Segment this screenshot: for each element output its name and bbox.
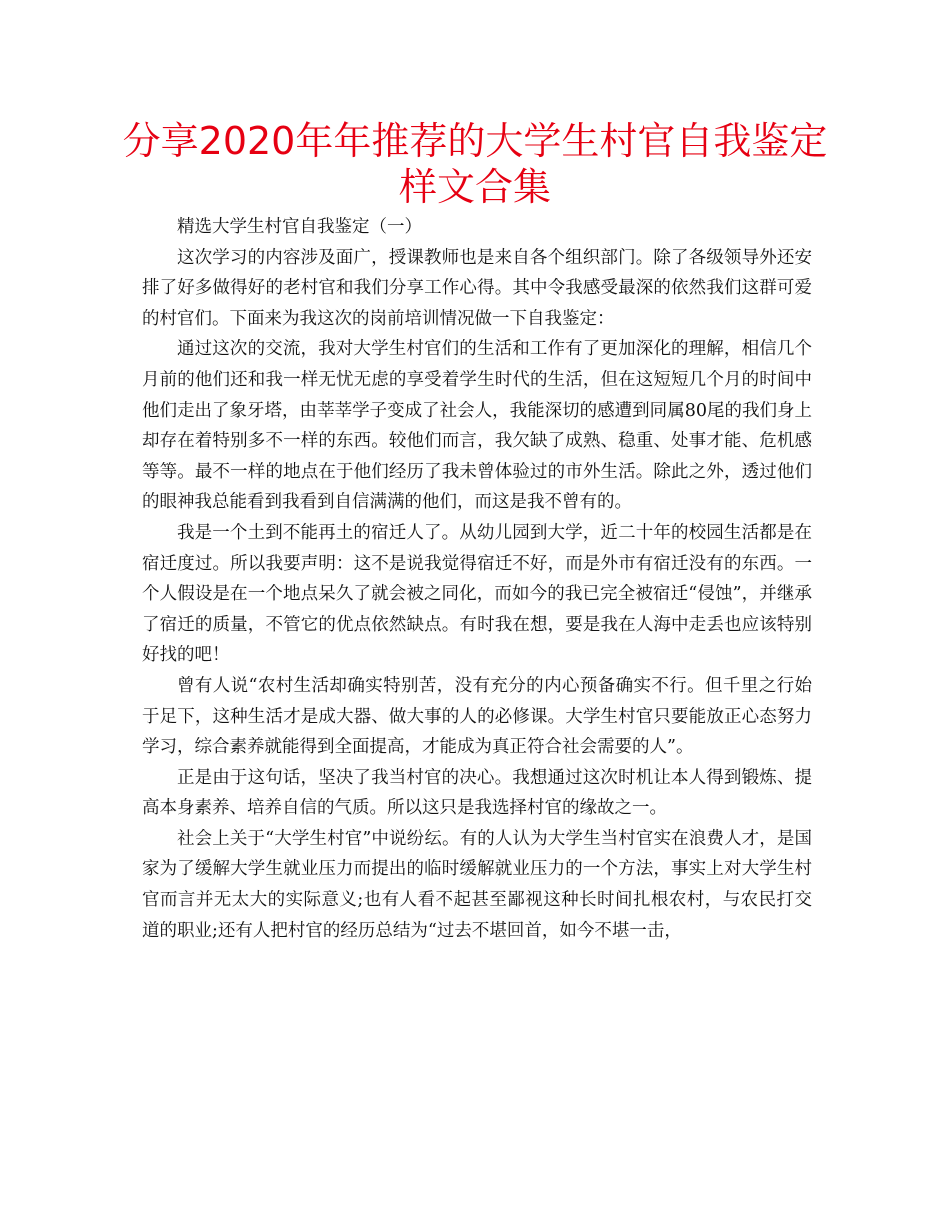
section-heading: 精选大学生村官自我鉴定（一） — [177, 217, 422, 237]
document-body — [142, 212, 812, 946]
paragraph: 这次学习的内容涉及面广，授课教师也是来自各个组织部门。除了各级领导外还安排了好多做得好的老村官和我们分享工作心得。其中令我感受最深的依然我们这群可爱的村官们。下面来为我这次的岗前培训情况做一下自我鉴定： — [142, 247, 812, 329]
paragraph: 曾有人说“农村生活却确实特别苦，没有充分的内心预备确实不行。但千里之行始于足下，这种生活才是成大器、做大事的人的必修课。大学生村官只要能放正心态努力学习，综合素养就能得到全面提高，才能成为真正符合社会需要的人”。 — [142, 675, 812, 758]
page-title: 分享2020年年推荐的大学生村官自我鉴定样文合集 — [122, 119, 828, 209]
paragraph: 正是由于这句话，坚决了我当村官的决心。我想通过这次时机让本人得到锻炼、提高本身素养、培养自信的气质。所以这只是我选择村官的缘故之一。 — [142, 767, 812, 819]
paragraph: 社会上关于“大学生村官”中说纷纭。有的人认为大学生当村官实在浪费人才，是国家为了缓解大学生就业压力而提出的临时缓解就业压力的一个方法，事实上对大学生村官而言并无太大的实际意义;也有人看不起甚至鄙视这种长时间扎根农村，与农民打交道的职业;还有人把村官的经历总结为“过去不堪回首，如今不堪一击， — [142, 828, 812, 941]
paragraph: 通过这次的交流，我对大学生村官们的生活和工作有了更加深化的理解，相信几个月前的他们还和我一样无忧无虑的享受着学生时代的生活，但在这短短几个月的时间中他们走出了象牙塔，由莘莘学子变成了社会人，我能深切的感遭到同属80尾的我们身上却存在着特别多不一样的东西。较他们而言，我欠缺了成熟、稳重、处事才能、危机感等等。最不一样的地点在于他们经历了我未曾体验过的市外生活。除此之外，透过他们的眼神我总能看到我看到自信满满的他们，而这是我不曾有的。 — [142, 339, 812, 513]
paragraph: 我是一个土到不能再土的宿迁人了。从幼儿园到大学，近二十年的校园生活都是在宿迁度过。所以我要声明：这不是说我觉得宿迁不好，而是外市有宿迁没有的东西。一个人假设是在一个地点呆久了就会被之同化，而如今的我已完全被宿迁“侵蚀”，并继承了宿迁的质量，不管它的优点依然缺点。有时我在想，要是我在人海中走丢也应该特别好找的吧！ — [142, 522, 812, 666]
